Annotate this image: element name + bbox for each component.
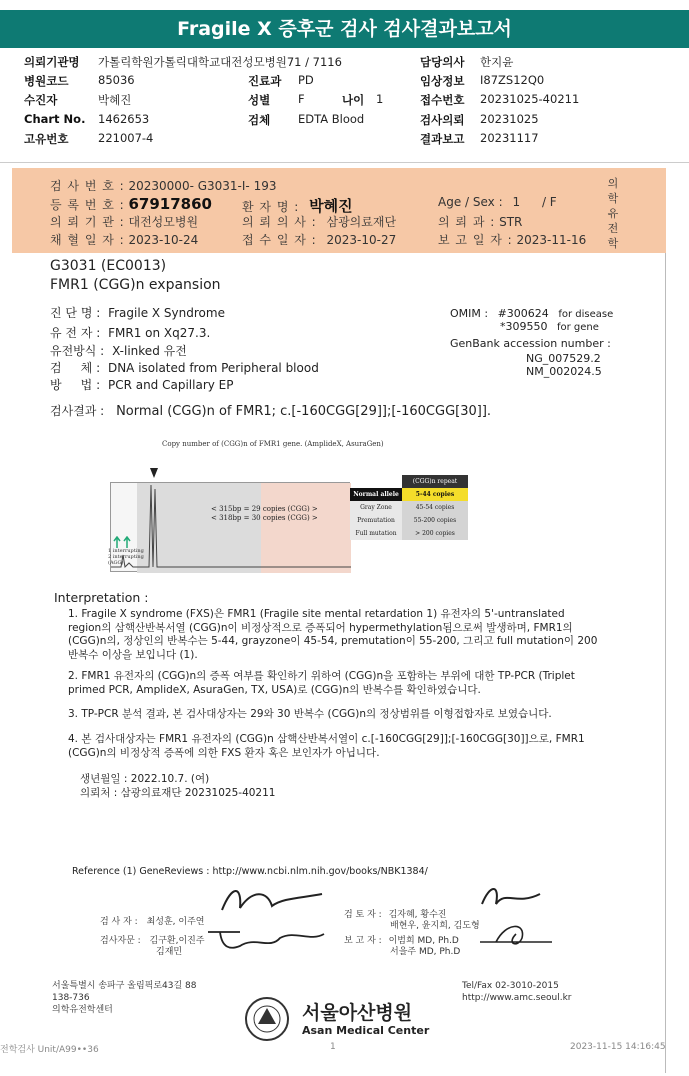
tel-fax: Tel/Fax 02-3010-2015 xyxy=(462,981,559,991)
checker2-value: 배현우, 윤지희, 김도형 xyxy=(390,921,480,931)
method xyxy=(50,376,233,393)
scan-report-date xyxy=(438,231,586,248)
legend-category: Normal allele xyxy=(350,488,402,501)
receive-value: 2023-10-27 xyxy=(326,233,397,247)
interp-p1: 1. Fragile X syndrome (FXS)은 FMR1 (Fragile site mental retardation 1) 유전자의 5'-untranslated region의 삼핵산반복서열 (CGG)n이 비정상적으로 증폭되어 hypermethylation됨으로써 발생하며, FMR1의 (CGG)n의, 정상인의 반복수는 5-44, grayzone이 45-54, premutation이 55-200, 그리고 full mutation이 200 반복수 이상을 보입니다 (1). xyxy=(68,608,598,661)
legend-header-row xyxy=(350,475,468,488)
reporter-signature xyxy=(476,918,556,952)
test-no-label: 검 사 번 호 : xyxy=(50,179,125,193)
report-date-label: 결과보고 xyxy=(420,132,465,146)
receive-date xyxy=(242,231,396,248)
report-date-value: 20231117 xyxy=(480,131,539,145)
reporter2-value: 서을주 MD, Ph.D xyxy=(390,947,461,957)
inheritance xyxy=(50,342,187,359)
peak-marker-icon xyxy=(148,466,160,480)
interp-p2: 2. FMR1 유전자의 (CGG)n의 증폭 여부를 확인하기 위하여 (CGG)n을 포함하는 부위에 대한 TP-PCR (Triplet primed PCR, AmplideX, AsuraGen, TX, USA)로 (CGG)n의 반복수를 확인하였습니다. xyxy=(68,670,575,696)
gene-value: FMR1 on Xq27.3. xyxy=(108,326,211,340)
legend-value: > 200 copies xyxy=(402,527,468,540)
reg-no xyxy=(50,195,212,213)
receive-label: 접 수 일 자 : xyxy=(242,233,317,247)
chart-no-label: Chart No. xyxy=(24,112,86,126)
tester-value: 최성훈, 이주연 xyxy=(146,917,205,927)
gene-label: 유 전 자 : xyxy=(50,326,101,340)
checker1-value: 김자혜, 황수진 xyxy=(388,910,447,920)
scan-org xyxy=(50,213,198,230)
advisor1-value: 김구환,이진주 xyxy=(149,936,205,946)
dept-value: PD xyxy=(298,73,314,87)
scanned-report xyxy=(0,168,666,1073)
diag-value: Fragile X Syndrome xyxy=(108,306,225,320)
annotation-2: < 318bp = 30 copies (CGG) > xyxy=(211,514,318,522)
requester: 의뢰처 : 삼광의료재단 20231025-40211 xyxy=(80,787,276,799)
specimen-label: 검체 xyxy=(248,113,271,127)
logo-korean: 서울아산병원 xyxy=(302,1002,413,1024)
collect-value: 2023-10-24 xyxy=(128,233,199,247)
copy-annotation xyxy=(211,505,318,523)
scan-org-label: 의 뢰 기 관 : xyxy=(50,215,125,229)
clinical-label: 임상정보 xyxy=(420,74,465,88)
reporter1-value: 이범희 MD, Ph.D xyxy=(388,936,459,946)
collect-label: 채 혈 일 자 : xyxy=(50,233,125,247)
chart-title: Copy number of (CGG)n of FMR1 gene. (AmplideX, AsuraGen) xyxy=(162,440,384,448)
inherit-value: X-linked 유전 xyxy=(112,344,187,358)
legend-category: Full mutation xyxy=(350,527,402,540)
method-value: PCR and Capillary EP xyxy=(107,378,234,392)
asan-foundation-logo xyxy=(244,996,290,1042)
age-sex xyxy=(438,195,557,209)
patient-value: 박혜진 xyxy=(98,93,132,107)
advisor xyxy=(100,936,205,958)
interrupt-label-1: 1 interrupting xyxy=(108,548,144,554)
clinical-value: I87ZS12Q0 xyxy=(480,73,545,87)
spec-label: 검 체 : xyxy=(50,361,101,375)
electropherogram xyxy=(110,482,350,572)
result xyxy=(50,402,491,419)
omim-label: OMIM : xyxy=(450,307,489,320)
sex-label: 성별 xyxy=(248,93,271,107)
timestamp: 2023-11-15 14:16:45 xyxy=(570,1042,666,1052)
test-code: G3031 (EC0013) xyxy=(50,258,167,274)
sex-value: F xyxy=(298,92,305,106)
legend-value: 5-44 copies xyxy=(402,488,468,501)
omim1-note: for disease xyxy=(558,309,614,320)
address xyxy=(52,980,197,1016)
legend-header: (CGG)n repeat xyxy=(402,475,468,488)
hospital-code-value: 85036 xyxy=(98,73,135,87)
spec xyxy=(50,359,319,376)
specimen-value: EDTA Blood xyxy=(298,112,365,126)
physician-value: 한지윤 xyxy=(480,55,514,69)
reporter-label: 보 고 자 : xyxy=(344,936,382,946)
scan-doctor xyxy=(242,213,396,230)
institution-label: 의뢰기관명 xyxy=(24,55,80,69)
scan-doctor-label: 의 뢰 의 사 : xyxy=(242,215,317,229)
scan-org-value: 대전성모병원 xyxy=(128,215,199,229)
address-line1: 서울특별시 송파구 올림픽로43길 88 xyxy=(52,981,197,991)
genbank1: NG_007529.2 xyxy=(526,352,601,365)
diag-label: 진 단 명 : xyxy=(50,306,101,320)
physician-label: 담당의사 xyxy=(420,55,465,69)
interrupt-label-3: (AGG) xyxy=(108,560,124,566)
scan-dept-label: 의 뢰 과 : xyxy=(438,215,496,229)
legend-row xyxy=(350,527,468,540)
checker-signature xyxy=(476,882,546,914)
receipt-value: 20231025-40211 xyxy=(480,92,580,106)
hospital-code-label: 병원코드 xyxy=(24,74,69,88)
unique-label: 고유번호 xyxy=(24,132,69,146)
spec-value: DNA isolated from Peripheral blood xyxy=(107,361,319,375)
address-line3: 의학유전학센터 xyxy=(52,1005,113,1015)
legend-row xyxy=(350,488,468,501)
advisor-label: 검사자문 : xyxy=(100,936,141,946)
test-name: FMR1 (CGG)n expansion xyxy=(50,277,221,293)
collect-date xyxy=(50,231,198,248)
interp-p4: 4. 본 검사대상자는 FMR1 유전자의 (CGG)n 삼핵산반복서열이 c.[-160CGG[29]];[-160CGG[30]]으로, FMR1 (CGG)n의 비정상적 증폭에 의한 FXS 환자 혹은 보인자가 아닙니다. xyxy=(68,733,585,759)
logo-english: Asan Medical Center xyxy=(302,1024,430,1037)
interpretation-label: Interpretation : xyxy=(54,590,149,605)
tester xyxy=(100,914,204,927)
reg-no-value: 67917860 xyxy=(128,195,212,213)
institution-value: 가톨릭학원가톨릭대학교대전성모병원71 / 7116 xyxy=(98,55,342,69)
page-number: 1 xyxy=(330,1042,336,1052)
scan-report-label: 보 고 일 자 : xyxy=(438,233,513,247)
legend-category: Premutation xyxy=(350,514,402,527)
age-label: 나이 xyxy=(342,93,365,107)
legend-row xyxy=(350,501,468,514)
interp-p3: 3. TP-PCR 분석 결과, 본 검사대상자는 29와 30 반복수 (CGG)n의 정상범위를 이형접합자로 보였습니다. xyxy=(68,708,552,720)
receipt-label: 접수번호 xyxy=(420,93,465,107)
dept-label: 진료과 xyxy=(248,74,282,88)
age-sex-label: Age / Sex : xyxy=(438,195,503,209)
method-label: 방 법 : xyxy=(50,378,101,392)
interrupt-labels xyxy=(108,548,144,566)
scan-patient-value: 박혜진 xyxy=(309,197,353,215)
request-label: 검사의뢰 xyxy=(420,113,465,127)
scan-dept-value: STR xyxy=(499,215,523,229)
reporter xyxy=(344,936,460,958)
reg-no-label: 등 록 번 호 : xyxy=(50,198,125,212)
result-label: 검사결과 : xyxy=(50,404,105,418)
test-no-value: 20230000- G3031-I- 193 xyxy=(128,179,277,193)
tester-label: 검 사 자 : xyxy=(100,917,138,927)
omim1-value: #300624 xyxy=(497,307,549,320)
interrupt-label-2: 2 interrupting xyxy=(108,554,144,560)
report-title: Fragile X 증후군 검사 검사결과보고서 xyxy=(0,10,689,48)
address-line2: 138-736 xyxy=(52,993,90,1003)
legend-value: 45-54 copies xyxy=(402,501,468,514)
patient-label: 수진자 xyxy=(24,93,58,107)
side-label: 의학유전학 xyxy=(607,177,619,250)
checker-label: 검 토 자 : xyxy=(344,910,382,920)
chart-no-value: 1462653 xyxy=(98,112,150,126)
gene xyxy=(50,324,210,341)
unique-value: 221007-4 xyxy=(98,131,154,145)
request-value: 20231025 xyxy=(480,112,539,126)
omim2-note: for gene xyxy=(557,322,599,333)
genbank2: NM_002024.5 xyxy=(526,365,602,378)
cgg-chart xyxy=(102,440,472,570)
omim2-value: *309550 xyxy=(500,320,548,333)
age-value: 1 xyxy=(376,92,384,106)
reference: Reference (1) GeneReviews : http://www.ncbi.nlm.nih.gov/books/NBK1384/ xyxy=(72,866,428,877)
omim xyxy=(450,307,613,320)
trace-line xyxy=(111,483,351,573)
genbank-label: GenBank accession number : xyxy=(450,337,611,350)
tester-signature xyxy=(212,880,332,920)
checker xyxy=(344,910,480,932)
scan-report-value: 2023-11-16 xyxy=(516,233,587,247)
header-divider xyxy=(0,162,689,163)
scan-dept xyxy=(438,213,522,230)
scan-sex-value: / F xyxy=(541,195,557,209)
website: http://www.amc.seoul.kr xyxy=(462,993,572,1003)
test-no xyxy=(50,177,276,194)
scan-age-value: 1 xyxy=(512,195,521,209)
diag xyxy=(50,304,225,321)
footer-unit: 전학검사 Unit/A99••36 xyxy=(0,1045,99,1055)
annotation-1: < 315bp = 29 copies (CGG) > xyxy=(211,505,318,513)
legend-category: Gray Zone xyxy=(350,501,402,514)
omim2 xyxy=(500,320,599,333)
contact xyxy=(462,980,572,1004)
scan-doctor-value: 삼광의료재단 xyxy=(326,215,397,229)
advisor-signature xyxy=(200,920,330,956)
legend-row xyxy=(350,514,468,527)
birthdate: 생년월일 : 2022.10.7. (여) xyxy=(80,773,210,785)
inherit-label: 유전방식 : xyxy=(50,344,105,358)
result-value: Normal (CGG)n of FMR1; c.[-160CGG[29]];[-160CGG[30]]. xyxy=(116,404,492,419)
scan-patient-label: 환 자 명 : xyxy=(242,200,300,214)
advisor2-value: 김재민 xyxy=(156,947,183,957)
legend-value: 55-200 copies xyxy=(402,514,468,527)
